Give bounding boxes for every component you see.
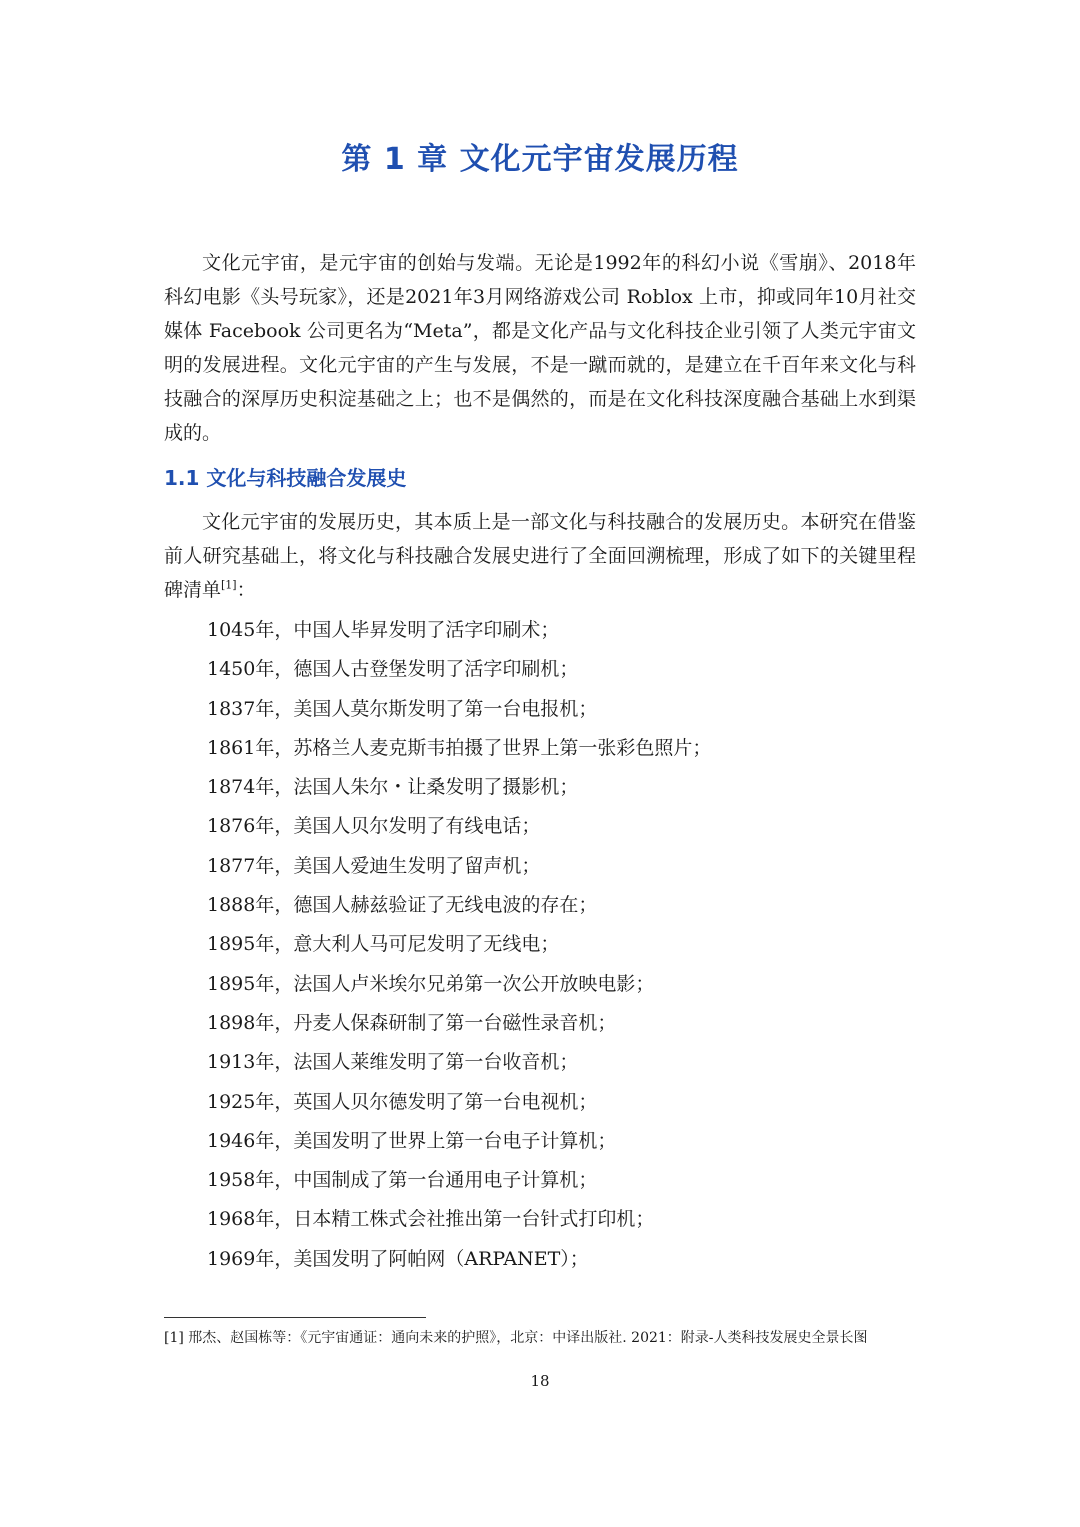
milestone-item: 1925年，英国人贝尔德发明了第一台电视机； <box>207 1090 598 1113</box>
milestone-item: 1958年，中国制成了第一台通用电子计算机； <box>207 1169 598 1192</box>
milestone-item: 1969年，美国发明了阿帕网（ARPANET）； <box>207 1247 589 1270</box>
milestone-item: 1876年，美国人贝尔发明了有线电话； <box>207 815 541 838</box>
milestone-item: 1895年，法国人卢米埃尔兄弟第一次公开放映电影； <box>207 972 655 995</box>
intro-paragraph: 文化元宇宙，是元宇宙的创始与发端。无论是1992年的科幻小说《雪崩》、2018年科幻电影《头号玩家》，还是2021年3月网络游戏公司 Roblox 上市，抑或同年10月社交媒体 Facebook 公司更名为“Meta”，都是文化产品与文化科技企业引领了人类元宇宙文明的发展进程。文化元宇宙的产生与发展，不是一蹴而就的，是建立在千百年来文化与科技融合的深厚历史积淀基础之上；也不是偶然的，而是在文化科技深度融合基础上水到渠成的。 <box>164 252 916 444</box>
milestone-item: 1877年，美国人爱迪生发明了留声机； <box>207 854 541 877</box>
footnote-reference[interactable]: [1] <box>221 578 237 592</box>
section-paragraph-text: 文化元宇宙的发展历史，其本质上是一部文化与科技融合的发展历史。本研究在借鉴前人研究基础上，将文化与科技融合发展史进行了全面回溯梳理，形成了如下的关键里程碑清单 <box>164 511 916 601</box>
section-paragraph-end: ： <box>236 579 256 601</box>
milestone-item: 1450年，德国人古登堡发明了活字印刷机； <box>207 658 579 681</box>
footnote-divider <box>164 1317 426 1318</box>
milestone-item: 1861年，苏格兰人麦克斯韦拍摄了世界上第一张彩色照片； <box>207 736 712 759</box>
section-paragraph <box>164 505 916 607</box>
milestone-item: 1968年，日本精工株式会社推出第一台针式打印机； <box>207 1208 655 1231</box>
milestone-item: 1946年，美国发明了世界上第一台电子计算机； <box>207 1129 617 1152</box>
footnote: [1] 邢杰、赵国栋等：《元宇宙通证：通向未来的护照》，北京：中译出版社. 2021：附录-人类科技发展史全景长图 <box>164 1330 868 1346</box>
milestone-item: 1874年，法国人朱尔・让桑发明了摄影机； <box>207 776 579 799</box>
section-heading: 1.1 文化与科技融合发展史 <box>164 466 407 490</box>
milestone-item: 1045年，中国人毕昇发明了活字印刷术； <box>207 619 560 641</box>
page-number: 18 <box>530 1372 550 1390</box>
milestone-item: 1837年，美国人莫尔斯发明了第一台电报机； <box>207 697 598 720</box>
milestone-item: 1895年，意大利人马可尼发明了无线电； <box>207 933 560 956</box>
milestone-list <box>207 611 927 1279</box>
milestone-item: 1888年，德国人赫兹验证了无线电波的存在； <box>207 894 598 917</box>
milestone-item: 1913年，法国人莱维发明了第一台收音机； <box>207 1051 579 1074</box>
chapter-title: 第 1 章 文化元宇宙发展历程 <box>341 142 739 177</box>
milestone-item: 1898年，丹麦人保森研制了第一台磁性录音机； <box>207 1011 617 1034</box>
